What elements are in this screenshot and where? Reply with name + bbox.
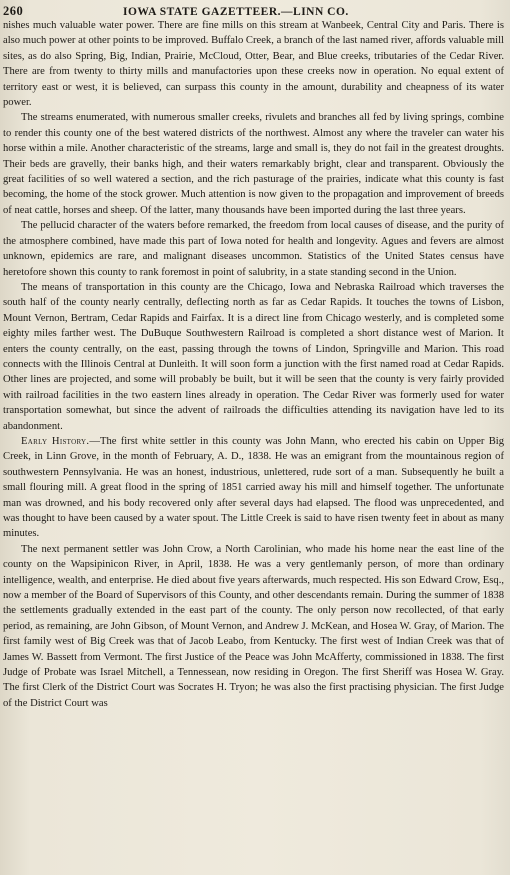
paragraph-text: The streams enumerated, with numerous smaller creeks, rivulets and branches all fed by living springs, combine to render this county one of the best watered districts of the northwest. Almost any where the traveler can water his horse within a mile. Another characteristic of the streams, large and small is, they do not fail in the greatest droughts. Their beds are gravelly, their banks high, and their waters remarkably bright, clear and transparent. Obviously the great facilities of so well watered a section, and the rich pasturage of the prairies, indicate what this county is fast becoming, the home of the stock grower. Much attention is now given to the propagation and improvement of breeds of neat cattle, horses and sheep. Of the latter, many thousands have been imported during the last three years. (3, 112, 504, 216)
paragraph-1 (3, 18, 504, 110)
running-head: IOWA STATE GAZETTEER.—LINN CO. (123, 6, 349, 18)
paragraph-5 (3, 434, 504, 542)
paragraph-4 (3, 280, 504, 434)
paragraph-text: —The first white settler in this county was John Mann, who erected his cabin on Upper Big Creek, in Linn Grove, in the month of February, A. D., 1838. He was an emigrant from the mountainous region of southwestern Pennsylvania. He was an honest, industrious, unlettered, rude sort of a man. Subsequently he built a small flouring mill. A great flood in the spring of 1851 carried away his mill and himself together. The unfortunate man was drowned, and his body recovered only after several days had elapsed. The flood was unprecedented, and was thought to have been caused by a water spout. The Little Creek is said to have risen twenty feet in about as many minutes. (3, 435, 504, 540)
paragraph-text: nishes much valuable water power. There are fine mills on this stream at Wanbeek, Central City and Paris. There is also much power at other points to be improved. Buffalo Creek, a branch of the last named river, affords valuable mill sites, as do also Spring, Big, Indian, Prairie, McCloud, Otter, Bear, and Blue creeks, tributaries of the Cedar River. There are from twenty to thirty mills and manufactories upon these creeks now in operation. No equal extent of territory east or west, it is believed, can surpass this county in the amount, durability and cheapness of its water power. (3, 20, 504, 109)
paragraph-2 (3, 110, 504, 218)
page-header (3, 4, 504, 18)
paragraph-3 (3, 218, 504, 280)
section-heading: Early History. (21, 435, 90, 447)
paragraph-text: The pellucid character of the waters before remarked, the freedom from local causes of disease, and the purity of the atmosphere combined, have made this part of Iowa noted for health and longevity. Agues and fevers are almost unknown, epidemics are rare, and malignant diseases uncommon. Statistics of the United States census have heretofore shown this county to rank foremost in point of salubrity, in a state standing second in the Union. (3, 220, 504, 278)
paragraph-text: The means of transportation in this county are the Chicago, Iowa and Nebraska Railroad which traverses the south half of the county nearly centrally, deflecting north as far as Cedar Rapids. It touches the towns of Lisbon, Mount Vernon, Bertram, Cedar Rapids and Fairfax. It is a direct line from Chicago westerly, and is completed some eighty miles farther west. The DuBuque Southwestern Railroad is completed a short distance west of Marion. It enters the county centrally, on the east, passing through the towns of Lindon, Springville and Marion. This road connects with the Illinois Central at Dunleith. It will soon form a junction with the first named road at Cedar Rapids. Other lines are projected, and some will probably be built, but it will be seen that the county is very fairly provided with railroad facilities in the two eastern lines already in operation. The Cedar River was formerly used for water transportation somewhat, but since the advent of railroads the difficulties attending its navigation have led to its abandonment. (3, 281, 504, 432)
paragraph-text: The next permanent settler was John Crow, a North Carolinian, who made his home near the east line of the county on the Wapsipinicon River, in April, 1838. He was a very gentlemanly person, of more than ordinary intelligence, wealth, and enterprise. He died about five years afterwards, much respected. His son Edward Crow, Esq., now a member of the Board of Supervisors of this County, and other descendants remain. During the summer of 1838 the settlements gradually extended in the east part of the county. The only person now recollected, of that early period, as remaining, are John Gibson, of Mount Vernon, and Andrew J. McKean, and Hosea W. Gray, of Marion. The first family west of Big Creek was that of Jacob Leabo, from Kentucky. The first west of Indian Creek was that of James W. Bassett from Vermont. The first Justice of the Peace was John McAfferty, commissioned in 1838. The first Judge of Probate was Israel Mitchell, a Tennessean, now residing in Oregon. The first Sheriff was Hosea W. Gray. The first Clerk of the District Court was Socrates H. Tryon; he was also the first practising physician. The first Judge of the District Court was (3, 543, 504, 709)
paragraph-6 (3, 542, 504, 711)
body-text (3, 18, 504, 711)
page-number: 260 (3, 4, 24, 18)
